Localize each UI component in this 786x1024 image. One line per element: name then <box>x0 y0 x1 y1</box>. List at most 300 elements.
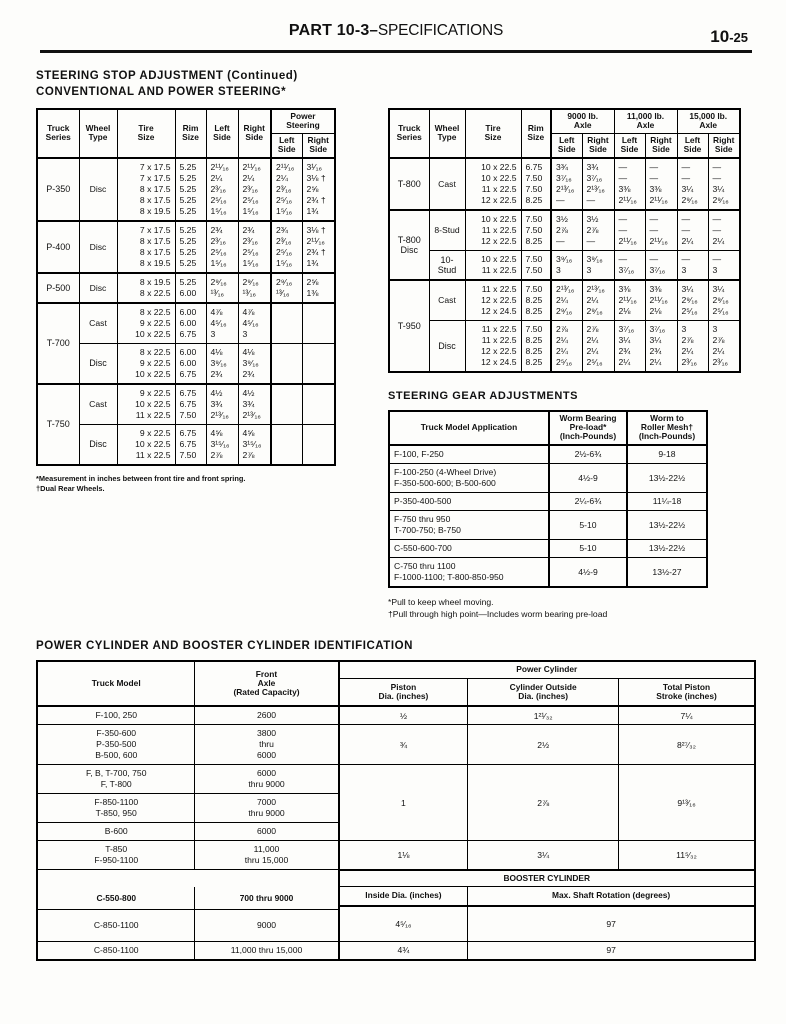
row-axle9000-left <box>551 210 582 251</box>
cell-line: 2⅞ <box>681 334 694 345</box>
row-front-axle <box>195 823 339 841</box>
cell-line: 3⅜ <box>618 283 631 294</box>
cell-line: 3⁹⁄₁₆ <box>586 253 603 264</box>
cell-line: 2¼ <box>556 345 568 356</box>
row-axle11000-right <box>645 210 677 251</box>
cell-line: F-350-500-600; B-500-600 <box>394 477 496 488</box>
cell-line: 2¼ <box>586 345 599 356</box>
header-axle-11000: 11,000 lb. Axle <box>614 109 677 133</box>
cell-line: 3⁹⁄₁₆ <box>210 357 227 368</box>
steering-stop-title-line2: CONVENTIONAL AND POWER STEERING* <box>36 85 287 98</box>
header-cylinder-outside-dia: Cylinder Outside Dia. (inches) <box>468 678 619 706</box>
booster-subheader-row <box>37 887 755 906</box>
table-row <box>389 445 707 464</box>
cell-line: 3 <box>712 323 718 334</box>
cell-line: 3¼ <box>712 283 725 294</box>
cell-line: 2³⁄₁₆ <box>276 183 292 194</box>
row-worm-roller-mesh: 11¼-18 <box>627 492 707 510</box>
row-cylinder-outside-dia: 1²¹⁄₃₂ <box>468 706 619 725</box>
row-max-shaft-rotation: 97 <box>468 906 755 942</box>
cell-line: 2¾ <box>649 345 662 356</box>
cell-line: 7.50 <box>179 449 197 460</box>
cell-line: 2600 <box>256 710 277 721</box>
row-wheel-type: Disc <box>429 320 465 372</box>
row-truck-series: T-800 Disc <box>389 210 429 280</box>
cell-line: 8 x 17.5 <box>139 194 171 205</box>
row-ps-right-side <box>302 303 335 344</box>
table-row <box>389 250 740 280</box>
header-axle-9000: 9000 lb. Axle <box>551 109 614 133</box>
row-truck-model <box>37 841 195 870</box>
cell-line: thru 9000 <box>248 779 285 790</box>
cell-line: 2⁵⁄₁₆ <box>242 246 259 257</box>
cell-line: — <box>681 253 691 264</box>
header-booster-cylinder: BOOSTER CYLINDER <box>339 870 755 887</box>
row-front-axle <box>195 910 339 941</box>
table-row <box>37 841 755 870</box>
cell-line: T-850 <box>105 844 128 855</box>
row-worm-bearing-preload: 2½-6¾ <box>549 445 627 464</box>
cell-line: 7.50 <box>525 323 543 334</box>
cell-line: 12 x 24.5 <box>481 356 517 367</box>
row-tire-size <box>117 158 175 221</box>
row-axle15000-left <box>677 210 708 251</box>
cell-line: 4⅛ <box>242 346 255 357</box>
cell-line: 3⁷⁄₁₆ <box>618 264 635 275</box>
cell-line: 2¼ <box>712 235 725 246</box>
cell-line: 11 x 22.5 <box>481 224 517 235</box>
row-axle11000-right <box>645 158 677 210</box>
row-tire-size <box>117 273 175 303</box>
cell-line: F-950-1100 <box>94 855 139 866</box>
row-truck-series: T-750 <box>37 384 79 465</box>
cell-line: 8.25 <box>525 356 543 367</box>
row-rim-size <box>521 158 551 210</box>
cell-line: 2⁵⁄₁₆ <box>210 246 227 257</box>
cell-line: 3⅛ † <box>306 224 326 235</box>
cell-line: 2⅞ <box>586 323 599 334</box>
cell-line: 3 <box>681 264 687 275</box>
cell-line: 2¾ <box>210 224 223 235</box>
row-truck-series: P-350 <box>37 158 79 221</box>
cell-line: 6.75 <box>179 427 197 438</box>
row-rim-size <box>175 343 206 384</box>
row-cylinder-outside-dia: 2½ <box>468 725 619 765</box>
cell-line: 1¾ <box>306 205 319 216</box>
cell-line: 11,000 thru 15,000 <box>230 944 303 955</box>
row-axle9000-right <box>582 158 614 210</box>
cell-line: 2⅞ <box>556 224 568 235</box>
cell-line: 2¼ <box>556 294 568 305</box>
header-worm-roller-mesh: Worm to Roller Mesh† (Inch-Pounds) <box>627 411 707 445</box>
cell-line: 9 x 22.5 <box>139 357 171 368</box>
row-ps-right-side <box>302 384 335 425</box>
cell-line: 7 x 17.5 <box>139 172 171 183</box>
row-ps-right-side <box>302 343 335 384</box>
cell-line: C-850-1100 <box>93 919 139 930</box>
cell-line: C-750 thru 1100 <box>394 560 456 571</box>
cell-line: 2¾ <box>242 224 255 235</box>
row-truck-model <box>37 910 195 941</box>
cell-line: 3¾ <box>210 398 223 409</box>
row-ps-left-side <box>271 343 302 384</box>
row-wheel-type: Cast <box>429 158 465 210</box>
cell-line: 3⁷⁄₁₆ <box>556 172 572 183</box>
cell-line: 2⅝ <box>306 183 319 194</box>
cell-line: — <box>712 172 722 183</box>
row-right-side <box>238 303 271 344</box>
row-ps-left-side <box>271 303 302 344</box>
cell-line: 7.50 <box>525 213 543 224</box>
table-row <box>389 463 707 492</box>
cell-line: — <box>618 161 628 172</box>
row-truck-series: P-500 <box>37 273 79 303</box>
cell-line: T-700-750; B-750 <box>394 524 461 535</box>
cell-line: 2⁵⁄₁₆ <box>556 356 573 367</box>
cell-line: 3¾ <box>242 398 255 409</box>
cell-line: 2¹³⁄₁₆ <box>242 409 261 420</box>
cell-line: C-850-1100 <box>93 944 139 955</box>
cell-line: thru 15,000 <box>244 855 289 866</box>
cell-line: 10 x 22.5 <box>135 328 171 339</box>
cell-line: 5.25 <box>179 183 197 194</box>
row-axle11000-left <box>614 158 645 210</box>
cell-line: 2³⁄₁₆ <box>276 235 292 246</box>
cell-line: 3 <box>242 328 248 339</box>
row-tire-size <box>465 250 521 280</box>
cell-line: 6.00 <box>179 287 197 298</box>
cell-line: 2⁵⁄₁₆ <box>210 194 227 205</box>
cell-line: 7.50 <box>525 264 543 275</box>
header-power-steering: Power Steering <box>271 109 335 133</box>
row-truck-model <box>37 941 195 960</box>
header-tire-size: Tire Size <box>117 109 175 158</box>
cell-line: 10 x 22.5 <box>481 213 517 224</box>
cell-line: 11 x 22.5 <box>481 283 517 294</box>
cell-line: 2¹¹⁄₁₆ <box>618 194 637 205</box>
cell-line: — <box>649 224 659 235</box>
row-axle11000-right <box>645 250 677 280</box>
row-axle9000-right <box>582 210 614 251</box>
row-axle11000-left <box>614 280 645 321</box>
cell-line: 5.25 <box>179 194 197 205</box>
cell-line: 2⁹⁄₁₆ <box>681 294 698 305</box>
cell-line: ¹³⁄₁₆ <box>242 287 257 298</box>
table-row <box>37 343 335 384</box>
cell-line: 8 x 17.5 <box>139 235 171 246</box>
row-rim-size <box>521 210 551 251</box>
cell-line: 1⅜ <box>306 287 319 298</box>
row-rim-size <box>175 221 206 273</box>
header-left-side: Left Side <box>614 133 645 157</box>
header-truck-model: Truck Model <box>37 661 195 706</box>
cell-line: 1⁵⁄₁₆ <box>242 257 259 268</box>
cell-line: 3¼ <box>681 183 694 194</box>
cell-line: 2¹¹⁄₁₆ <box>618 294 637 305</box>
table-header-row <box>389 109 740 133</box>
folio-minor: -25 <box>729 30 748 45</box>
cell-line: 1¾ <box>306 257 319 268</box>
row-right-side <box>238 221 271 273</box>
table-row <box>37 424 335 465</box>
cell-line: — <box>586 194 596 205</box>
cell-line: 10 x 22.5 <box>481 172 517 183</box>
row-worm-bearing-preload: 4½-9 <box>549 557 627 587</box>
row-piston-dia: ½ <box>339 706 468 725</box>
cell-line: 2³⁄₁₆ <box>210 235 226 246</box>
row-worm-bearing-preload: 4½-9 <box>549 463 627 492</box>
row-application <box>389 510 549 539</box>
row-front-axle <box>195 887 339 910</box>
header-truck-series: Truck Series <box>389 109 429 158</box>
part-number: PART 10-3 <box>288 22 370 39</box>
row-ps-right-side <box>302 424 335 465</box>
header-piston-dia: Piston Dia. (inches) <box>339 678 468 706</box>
cell-line: 2⅞ <box>586 224 599 235</box>
cell-line: 9 x 22.5 <box>139 427 171 438</box>
row-worm-roller-mesh: 13½-22½ <box>627 539 707 557</box>
cell-line: 2⁹⁄₁₆ <box>210 276 227 287</box>
cell-line: 2¹³⁄₁₆ <box>586 183 605 194</box>
row-total-piston-stroke: 9¹³⁄₁₆ <box>619 765 755 841</box>
cell-line: 3 <box>586 264 592 275</box>
cell-line: 5.25 <box>179 246 197 257</box>
cell-line: — <box>681 172 691 183</box>
folio-major: 10 <box>710 27 730 46</box>
cell-line: 3¹⁄₁₆ <box>306 161 322 172</box>
cell-line: 2¼ <box>586 334 599 345</box>
cell-line: 8.25 <box>525 345 543 356</box>
cell-line: 9000 <box>256 919 277 930</box>
row-right-side <box>238 343 271 384</box>
cell-line: 1⁵⁄₁₆ <box>210 205 227 216</box>
row-front-axle <box>195 841 339 870</box>
cell-line: 2⁵⁄₁₆ <box>681 305 698 316</box>
row-wheel-type: Disc <box>79 158 117 221</box>
cell-line: 4⅝ <box>210 427 223 438</box>
table-row <box>389 557 707 587</box>
row-tire-size <box>117 424 175 465</box>
cell-line: 2⁹⁄₁₆ <box>712 194 729 205</box>
cell-line: 2¼ <box>210 172 223 183</box>
cell-line: 11 x 22.5 <box>481 264 517 275</box>
table-row <box>37 273 335 303</box>
cell-line: 3¾ <box>556 161 568 172</box>
row-left-side <box>206 303 238 344</box>
header-ps-left-side: Left Side <box>271 133 302 157</box>
row-tire-size <box>117 343 175 384</box>
cell-line: 3¼ <box>681 283 694 294</box>
cell-line: 5.25 <box>179 257 197 268</box>
page-header <box>36 22 756 48</box>
cell-line: 2⁹⁄₁₆ <box>276 276 293 287</box>
cell-line: — <box>712 224 722 235</box>
left-footnote-2: †Dual Rear Wheels. <box>36 484 105 494</box>
cell-line: 2¹¹⁄₁₆ <box>649 235 668 246</box>
cell-line: 3⁹⁄₁₆ <box>556 253 573 264</box>
row-rim-size <box>521 280 551 321</box>
cell-line: 6.75 <box>179 398 197 409</box>
cell-line: 10 x 22.5 <box>135 398 171 409</box>
cell-line: 2¹¹⁄₁₆ <box>210 161 229 172</box>
row-axle15000-right <box>708 250 740 280</box>
cell-line: 1⁵⁄₁₆ <box>210 257 227 268</box>
row-axle11000-right <box>645 320 677 372</box>
cell-line: 3 <box>681 323 687 334</box>
row-truck-model <box>37 765 195 794</box>
cell-line: 2³⁄₁₆ <box>242 183 258 194</box>
row-ps-right-side <box>302 221 335 273</box>
cell-line: 2¼ <box>242 172 255 183</box>
row-ps-left-side <box>271 158 302 221</box>
cell-line: 6000 <box>256 768 277 779</box>
cell-line: 2⅛ <box>618 305 631 316</box>
cell-line: 7 x 17.5 <box>139 224 171 235</box>
cell-line: F, T-800 <box>100 779 132 790</box>
cell-line: — <box>649 172 659 183</box>
cell-line: 2¼ <box>649 356 662 367</box>
row-wheel-type: Cast <box>79 303 117 344</box>
cell-line: 3⅜ <box>649 183 662 194</box>
cell-line: 6.75 <box>179 387 197 398</box>
cell-line: 2⁵⁄₁₆ <box>586 356 603 367</box>
cell-line: 8.25 <box>525 235 543 246</box>
cell-line: 2⁹⁄₁₆ <box>242 276 259 287</box>
row-application <box>389 463 549 492</box>
row-truck-model <box>37 794 195 823</box>
row-left-side <box>206 343 238 384</box>
row-truck-model <box>37 823 195 841</box>
row-axle15000-right <box>708 280 740 321</box>
table-row <box>389 280 740 321</box>
cell-line: 2⅛ <box>649 305 662 316</box>
table-header-row <box>37 109 335 133</box>
cell-line: 8 x 19.5 <box>139 205 171 216</box>
cell-line: 3½ <box>586 213 599 224</box>
table-row <box>37 221 335 273</box>
row-right-side <box>238 273 271 303</box>
row-ps-left-side <box>271 221 302 273</box>
row-truck-series: T-800 <box>389 158 429 210</box>
cell-line: 2¹¹⁄₁₆ <box>618 235 637 246</box>
cell-line: ¹³⁄₁₆ <box>210 287 225 298</box>
row-front-axle <box>195 725 339 765</box>
cell-line: 5.25 <box>179 161 197 172</box>
cell-line: 9 x 22.5 <box>139 387 171 398</box>
cell-line: 6.75 <box>179 328 197 339</box>
header-worm-bearing-preload: Worm Bearing Pre-load* (Inch-Pounds) <box>549 411 627 445</box>
table-header-row <box>389 411 707 445</box>
cell-line: — <box>618 172 628 183</box>
table-row <box>37 765 755 794</box>
cell-line: 5.25 <box>179 172 197 183</box>
table-row <box>37 941 755 960</box>
row-left-side <box>206 424 238 465</box>
header-axle-15000: 15,000 lb. Axle <box>677 109 740 133</box>
row-wheel-type: Cast <box>429 280 465 321</box>
header-rule <box>40 50 752 53</box>
cell-line: B-500, 600 <box>95 750 138 761</box>
cell-line: 700 thru 9000 <box>239 892 294 903</box>
cell-line: — <box>681 224 691 235</box>
cell-line: 11,000 <box>253 844 280 855</box>
row-axle9000-left <box>551 320 582 372</box>
row-left-side <box>206 273 238 303</box>
cell-line: T-850, 950 <box>95 808 137 819</box>
header-dash: – <box>369 22 378 39</box>
row-wheel-type: Disc <box>79 221 117 273</box>
cell-line: 2¾ † <box>306 246 326 257</box>
row-left-side <box>206 384 238 425</box>
cell-line: 3⁷⁄₁₆ <box>649 264 666 275</box>
row-application <box>389 557 549 587</box>
row-axle9000-left <box>551 280 582 321</box>
row-wheel-type: Disc <box>79 424 117 465</box>
row-worm-roller-mesh: 13½-22½ <box>627 510 707 539</box>
row-axle11000-left <box>614 210 645 251</box>
header-rim-size: Rim Size <box>175 109 206 158</box>
header-left-side: Left Side <box>206 109 238 158</box>
row-tire-size <box>465 210 521 251</box>
cell-line: — <box>556 194 565 205</box>
row-front-axle <box>195 765 339 794</box>
cell-line: 10 x 22.5 <box>135 368 171 379</box>
row-truck-model <box>37 706 195 725</box>
cell-line: thru 9000 <box>248 808 285 819</box>
header-wheel-type: Wheel Type <box>429 109 465 158</box>
row-tire-size <box>465 158 521 210</box>
cell-line: 8 x 19.5 <box>139 257 171 268</box>
cell-line: 10 x 22.5 <box>481 253 517 264</box>
cell-line: 7.50 <box>525 183 543 194</box>
row-axle9000-right <box>582 250 614 280</box>
cell-line: 2⅞ <box>210 449 223 460</box>
steering-gear-adjustments-table <box>388 410 708 588</box>
table-row <box>389 539 707 557</box>
cell-line: 2³⁄₁₆ <box>712 356 728 367</box>
cell-line: 8 x 17.5 <box>139 183 171 194</box>
row-rim-size <box>175 384 206 425</box>
row-inside-dia: 4⁵⁄₁₆ <box>339 906 468 942</box>
row-front-axle <box>195 706 339 725</box>
row-total-piston-stroke: 8²⁷⁄₃₂ <box>619 725 755 765</box>
cell-line: 3⅜ <box>618 183 631 194</box>
row-axle15000-left <box>677 280 708 321</box>
cell-line: 12 x 22.5 <box>481 194 517 205</box>
header-ps-right-side: Right Side <box>302 133 335 157</box>
cell-line: 1⁵⁄₁₆ <box>242 205 259 216</box>
cell-line: thru <box>259 739 274 750</box>
cell-line: F-1000-1100; T-800-850-950 <box>394 571 504 582</box>
left-footnote-1: *Measurement in inches between front tire and front spring. <box>36 473 246 483</box>
row-piston-dia: 1⅛ <box>339 841 468 870</box>
cell-line: 8.25 <box>525 305 543 316</box>
cell-line: 7.50 <box>179 409 197 420</box>
header-truck-series: Truck Series <box>37 109 79 158</box>
row-total-piston-stroke: 11⁵⁄₃₂ <box>619 841 755 870</box>
cell-line: 5.25 <box>179 276 197 287</box>
cell-line: 3 <box>556 264 561 275</box>
cell-line: — <box>681 161 691 172</box>
cell-line: — <box>618 213 628 224</box>
cell-line: 7 x 17.5 <box>139 161 171 172</box>
table-row <box>389 210 740 251</box>
row-ps-left-side <box>271 384 302 425</box>
cell-line: 5.25 <box>179 224 197 235</box>
row-total-piston-stroke: 7¼ <box>619 706 755 725</box>
header-right-side: Right Side <box>645 133 677 157</box>
cell-line: 8 x 22.5 <box>139 287 171 298</box>
